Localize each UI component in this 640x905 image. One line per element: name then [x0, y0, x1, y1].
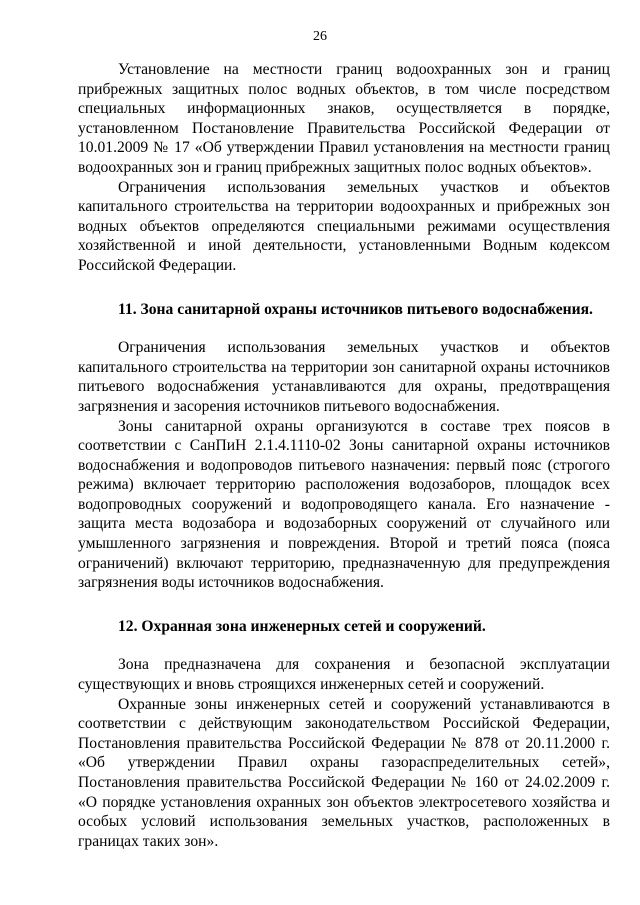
- document-body: [78, 60, 610, 851]
- paragraph: Ограничения использования земельных участков и объектов капитального строительства на территории водоохранных и прибрежных зон водных объектов определяются специальными режимами осуществления хозяйственной и иной деятельности, установленными Водным кодексом Российской Федерации.: [78, 178, 610, 274]
- paragraph: Зона предназначена для сохранения и безопасной эксплуатации существующих и вновь строящихся инженерных сетей и сооружений.: [78, 656, 610, 694]
- paragraph: Охранные зоны инженерных сетей и сооружений устанавливаются в соответствии с действующим законодательством Российской Федерации, Постановления правительства Российской Федерации № 878 от 20.11.2000 г. «Об утверждении Правил охраны газораспределительных сетей», Постановления правительства Российской Федерации № 160 от 24.02.2009 г. «О порядке установления охранных зон объектов электросетевого хозяйства и особых условий использования земельных участков, расположенных в границах таких зон».: [78, 695, 610, 850]
- section-heading-11: 11. Зона санитарной охраны источников питьевого водоснабжения.: [118, 300, 593, 318]
- section-heading-12: 12. Охранная зона инженерных сетей и сооружений.: [118, 617, 486, 635]
- paragraph: Установление на местности границ водоохранных зон и границ прибрежных защитных полос водных объектов, в том числе посредством специальных информационных знаков, осуществляется в порядке, установленном Постановление Правительства Российской Федерации от 10.01.2009 № 17 «Об утверждении Правил установления на местности границ водоохранных зон и границ прибрежных защитных полос водных объектов».: [78, 61, 610, 176]
- spacer: [78, 276, 610, 300]
- paragraph: Ограничения использования земельных участков и объектов капитального строительства на территории зон санитарной охраны источников питьевого водоснабжения устанавливаются для охраны, предотвращения загрязнения и засорения источников питьевого водоснабжения.: [78, 339, 610, 415]
- paragraph: Зоны санитарной охраны организуются в составе трех поясов в соответствии с СанПиН 2.1.4.1110-02 Зоны санитарной охраны источников водоснабжения и водопроводов питьевого назначения: первый пояс (строгого режима) включает территорию расположения водозаборов, площадок всех водопроводных сооружений и водопроводящего канала. Его назначение - защита места водозабора и водозаборных сооружений от случайного или умышленного загрязнения и повреждения. Второй и третий пояса (пояса ограничений) включают территорию, предназначенную для предупреждения загрязнения воды источников водоснабжения.: [78, 417, 610, 592]
- spacer: [78, 593, 610, 617]
- spacer: [78, 636, 610, 655]
- page-number: 26: [313, 29, 327, 44]
- spacer: [78, 319, 610, 338]
